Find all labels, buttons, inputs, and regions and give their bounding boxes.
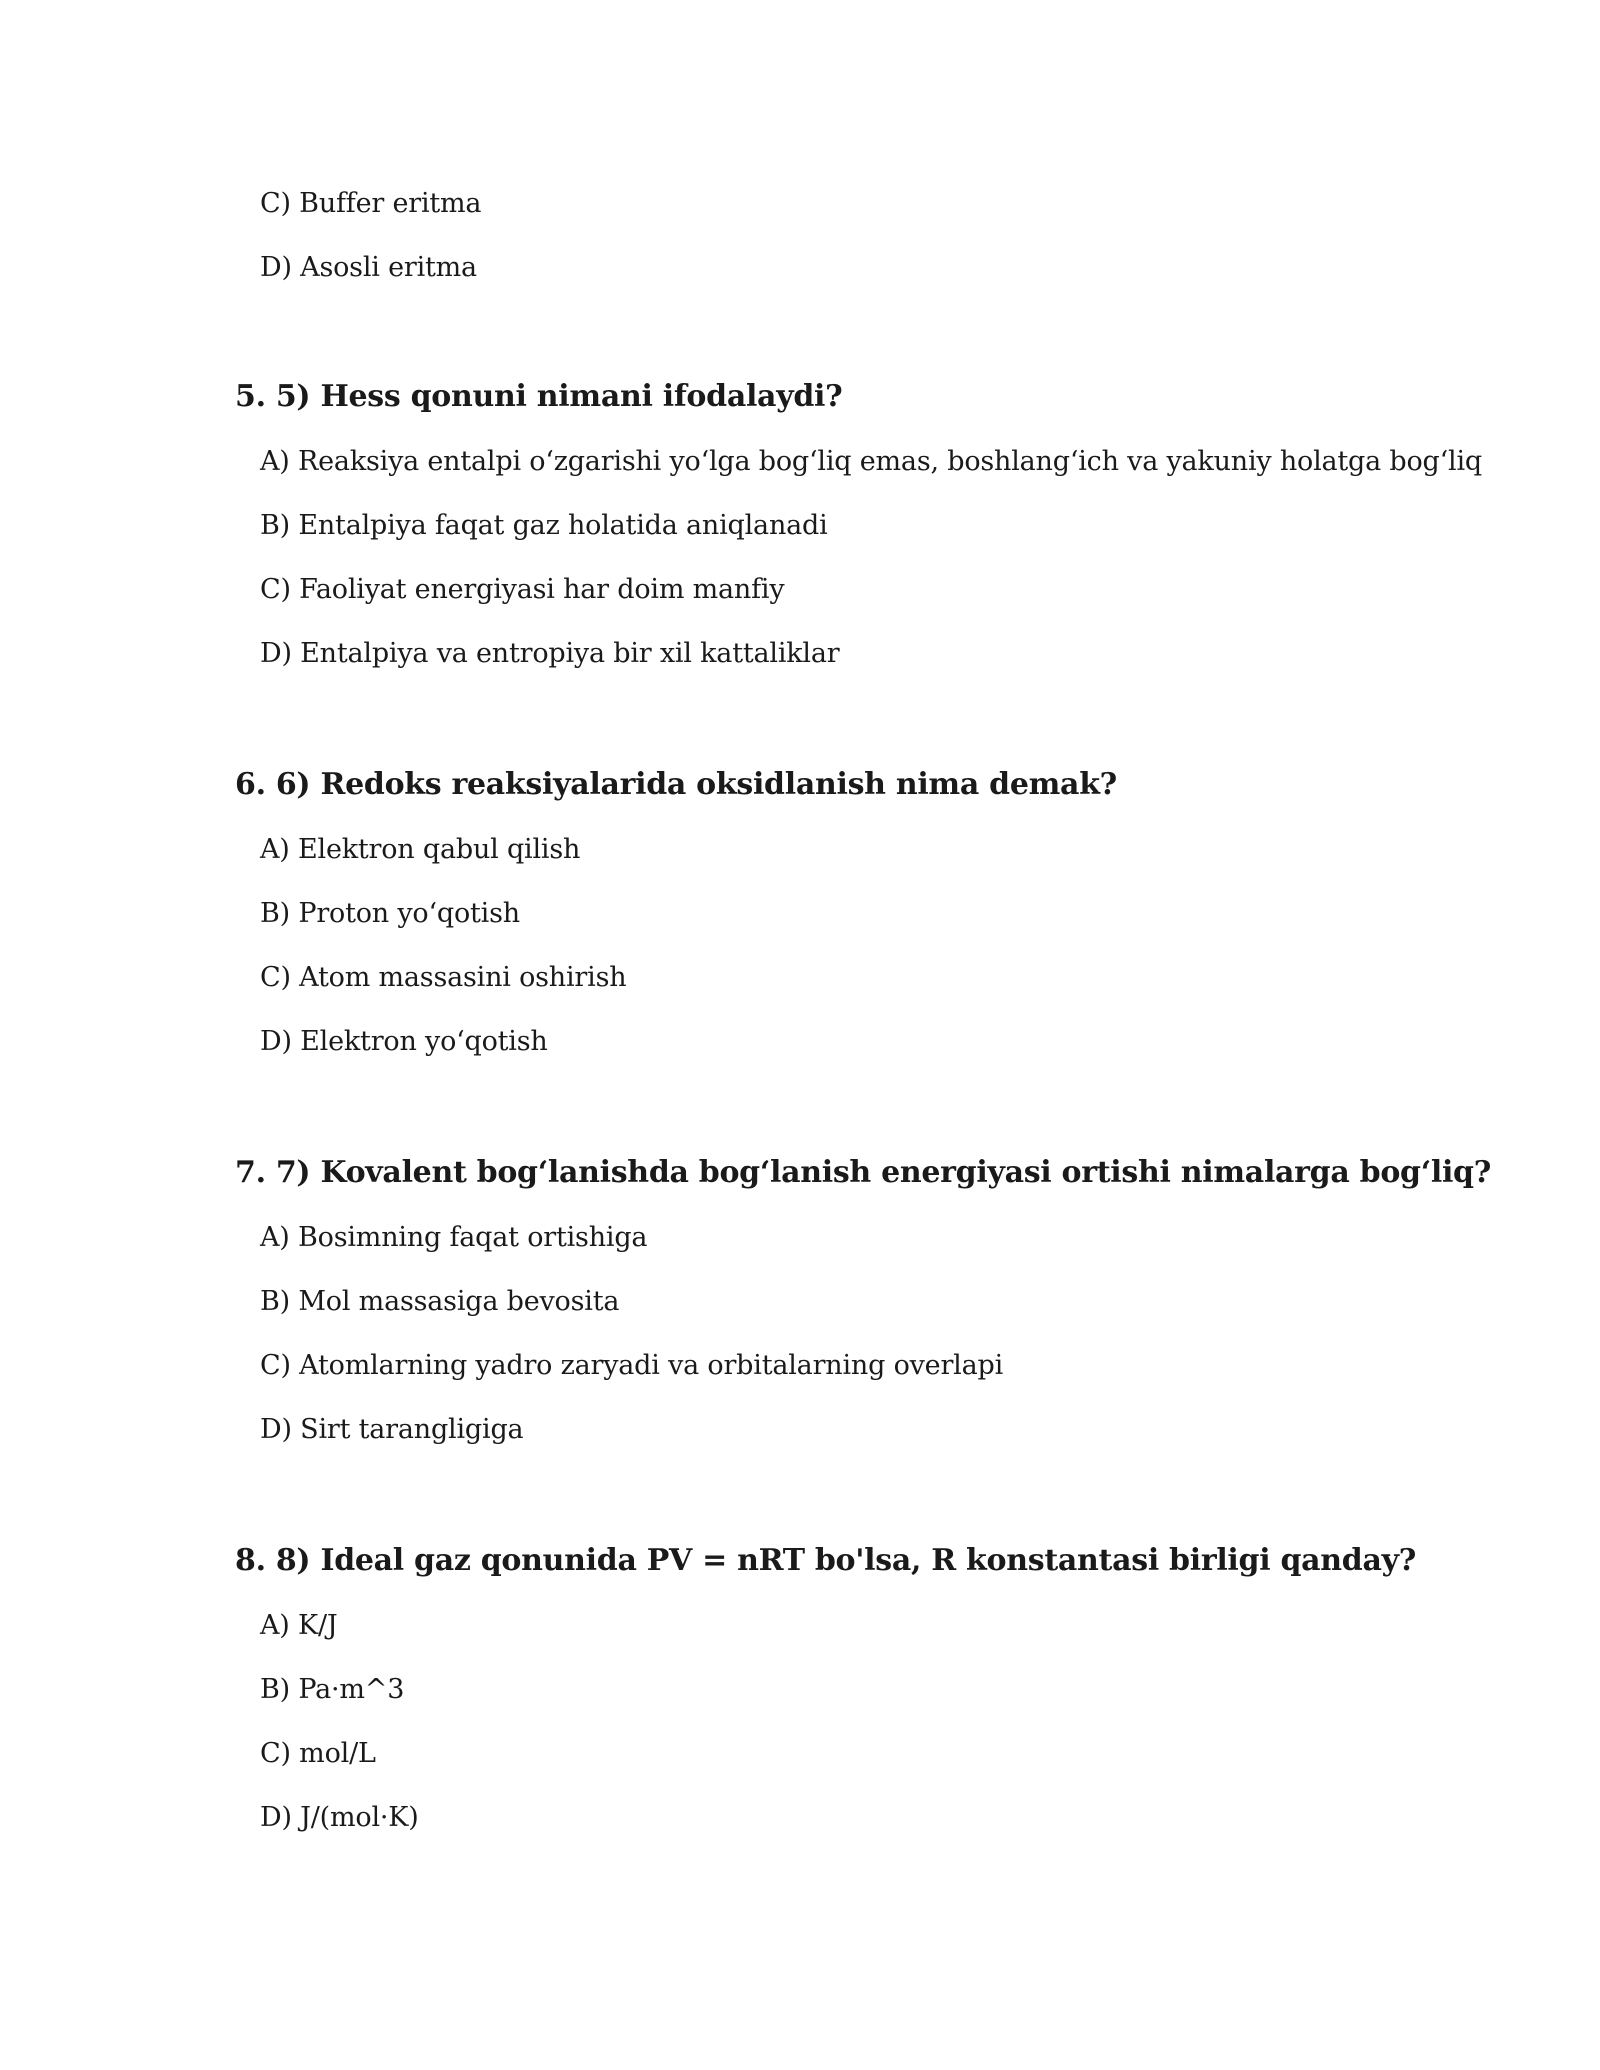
option-text: B) Proton yo‘qotish bbox=[260, 898, 520, 929]
option-text: C) Faoliyat energiyasi har doim manfiy bbox=[260, 574, 785, 605]
option-text: D) Asosli eritma bbox=[260, 252, 477, 283]
option-text: C) Atom massasini oshirish bbox=[260, 962, 627, 993]
option-text: D) Entalpiya va entropiya bir xil kattaliklar bbox=[260, 638, 840, 669]
option-text: D) Elektron yo‘qotish bbox=[260, 1026, 548, 1057]
option-text: C) Atomlarning yadro zaryadi va orbitalarning overlapi bbox=[260, 1350, 1004, 1381]
option-text: D) Sirt tarangligiga bbox=[260, 1414, 524, 1445]
option-text: C) mol/L bbox=[260, 1738, 376, 1769]
option-text: A) Bosimning faqat ortishiga bbox=[260, 1222, 648, 1253]
question-title: 6. 6) Redoks reaksiyalarida oksidlanish nima demak? bbox=[235, 767, 1117, 802]
option-text: A) Reaksiya entalpi o‘zgarishi yo‘lga bog‘liq emas, boshlang‘ich va yakuniy holatga bog‘liq bbox=[260, 446, 1482, 477]
option-text: A) K/J bbox=[260, 1610, 338, 1641]
option-text: B) Mol massasiga bevosita bbox=[260, 1286, 620, 1317]
question-title: 8. 8) Ideal gaz qonunida PV = nRT bo'lsa, R konstantasi birligi qanday? bbox=[235, 1543, 1417, 1578]
option-text: B) Entalpiya faqat gaz holatida aniqlanadi bbox=[260, 510, 828, 541]
option-text: D) J/(mol·K) bbox=[260, 1802, 419, 1833]
option-text: C) Buffer eritma bbox=[260, 188, 482, 219]
question-title: 5. 5) Hess qonuni nimani ifodalaydi? bbox=[235, 379, 843, 414]
option-text: A) Elektron qabul qilish bbox=[260, 834, 581, 865]
question-title: 7. 7) Kovalent bog‘lanishda bog‘lanish energiyasi ortishi nimalarga bog‘liq? bbox=[235, 1155, 1491, 1190]
option-text: B) Pa·m^3 bbox=[260, 1674, 405, 1705]
